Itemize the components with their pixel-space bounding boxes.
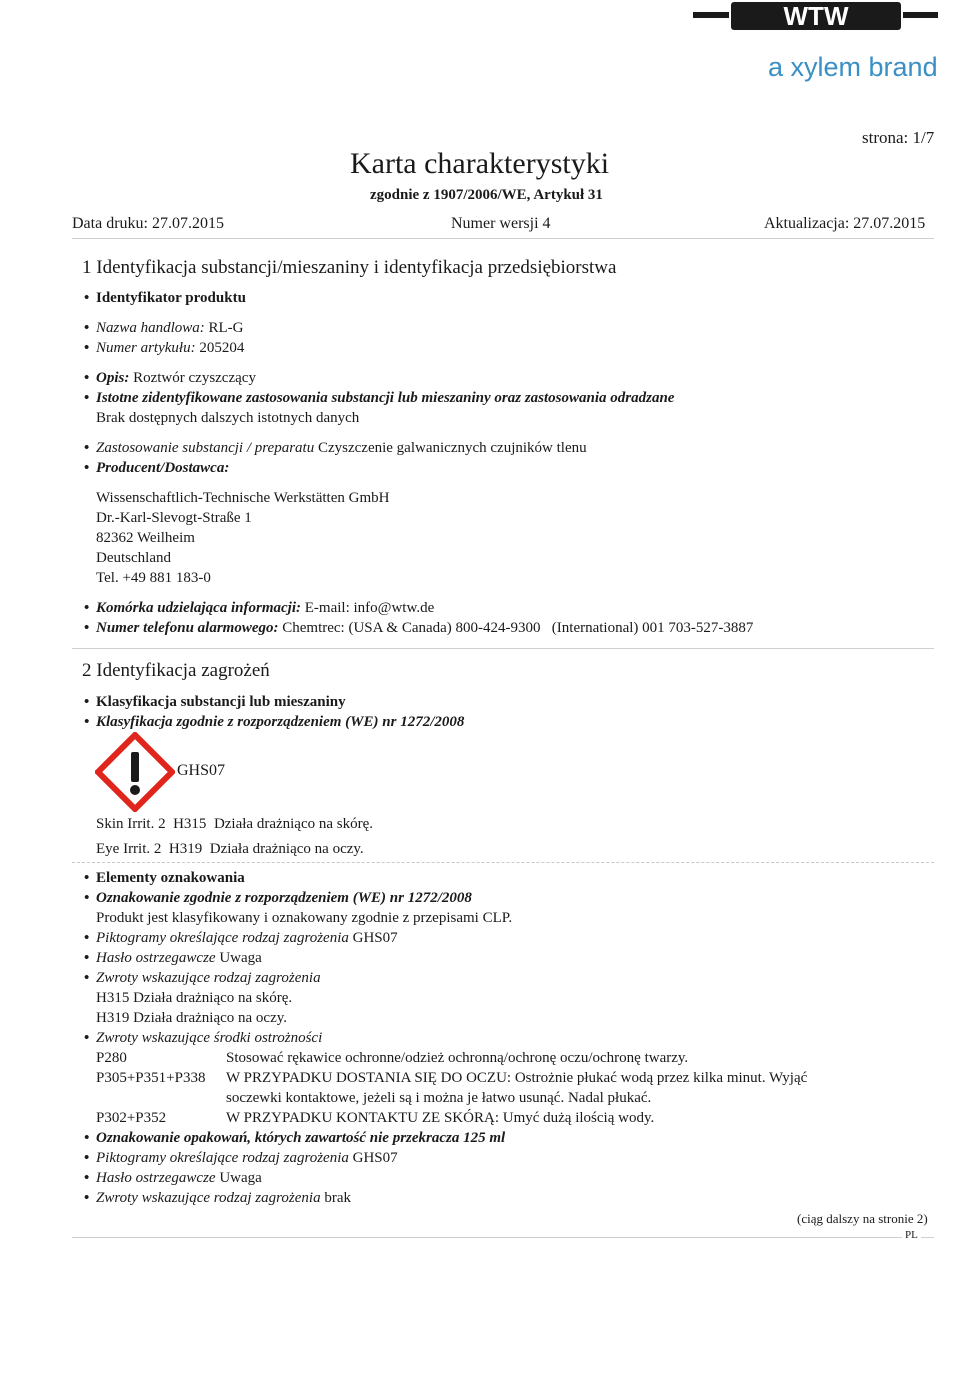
hazard-row: [96, 841, 364, 858]
application-label: Zastosowanie substancji / preparatu: [96, 440, 315, 456]
trade-name-label: Nazwa handlowa:: [96, 320, 205, 336]
document-title: Karta charakterystyki: [350, 147, 610, 180]
producer-line: 82362 Weilheim: [96, 530, 195, 546]
hazard-statement: H315 Działa drażniąco na skórę.: [96, 990, 293, 1006]
ghs07-code: GHS07: [177, 762, 226, 779]
small-pictograms-label: Piktogramy określające rodzaj zagrożenia: [96, 1150, 349, 1166]
labelling-note: Produkt jest klasyfikowany i oznakowany zgodnie z przepisami CLP.: [96, 910, 513, 926]
precaution-text-continued: soczewki kontaktowe, jeżeli są i można je łatwo usunąć. Nadal płukać.: [226, 1090, 652, 1106]
small-hazard-row: [84, 1190, 351, 1207]
emergency-phone-row: [84, 620, 753, 637]
section-2-heading: 2 Identyfikacja zagrożeń: [82, 660, 270, 681]
signal-word-value: Uwaga: [219, 950, 262, 966]
emergency-phone-value: Chemtrec: (USA & Canada) 800-424-9300 (International) 001 703-527-3887: [282, 620, 754, 636]
emergency-phone-label: Numer telefonu alarmowego:: [96, 620, 279, 636]
precaution-text: Stosować rękawice ochronne/odzież ochronną/ochronę oczu/ochronę twarzy.: [226, 1050, 689, 1066]
hazard-divider: [72, 862, 934, 863]
label-elements-label: Elementy oznakowania: [96, 870, 245, 886]
product-identifier-text: Identyfikator produktu: [96, 290, 246, 306]
hazard-statement: H319 Działa drażniąco na oczy.: [96, 1010, 288, 1026]
hazard-text: Działa drażniąco na skórę.: [213, 816, 374, 832]
application-value: Czyszczenie galwanicznych czujników tlenu: [317, 440, 587, 456]
article-number-value: 205204: [199, 340, 245, 356]
version-number: Numer wersji 4: [451, 215, 551, 232]
hazard-row: [96, 816, 373, 833]
description-value: Roztwór czyszczący: [133, 370, 256, 386]
wtw-logo: [693, 2, 938, 50]
precaution-text: W PRZYPADKU DOSTANIA SIĘ DO OCZU: Ostrożnie płukać wodą przez kilka minut. Wyjąć: [226, 1070, 808, 1086]
producer-label: Producent/Dostawca:: [96, 460, 230, 476]
hazard-code: H319: [168, 841, 203, 857]
producer-line: Wissenschaftlich-Technische Werkstätten GmbH: [96, 490, 390, 506]
precautions-row: [84, 1030, 322, 1047]
signal-word-label: Hasło ostrzegawcze: [96, 950, 216, 966]
product-identifier-label: [84, 290, 246, 307]
small-signal-value: Uwaga: [219, 1170, 262, 1186]
wtw-logo-mark: [693, 2, 938, 50]
small-pack-label: Oznakowanie opakowań, których zawartość nie przekracza 125 ml: [96, 1130, 506, 1146]
identified-uses-value: Brak dostępnych dalszych istotnych danych: [96, 410, 360, 426]
update-date: Aktualizacja: 27.07.2015: [764, 215, 926, 232]
print-date: Data druku: 27.07.2015: [72, 215, 224, 232]
language-code: PL: [902, 1229, 921, 1241]
document-subtitle: zgodnie z 1907/2006/WE, Artykuł 31: [370, 187, 603, 203]
page-number: strona: 1/7: [862, 128, 935, 147]
info-contact-label: Komórka udzielająca informacji:: [96, 600, 302, 616]
identified-uses-label: Istotne zidentyfikowane zastosowania substancji lub mieszaniny oraz zastosowania odradzane: [96, 390, 675, 406]
small-pack-row: [84, 1130, 505, 1147]
classification-reg-row: [84, 714, 464, 731]
section-1-heading: 1 Identyfikacja substancji/mieszaniny i identyfikacja przedsiębiorstwa: [82, 257, 617, 278]
hazard-class: Skin Irrit. 2: [96, 816, 166, 832]
trade-name-row: [84, 320, 244, 337]
producer-phone: Tel. +49 881 183-0: [96, 570, 211, 586]
hazard-class: Eye Irrit. 2: [96, 841, 162, 857]
pictograms-label: Piktogramy określające rodzaj zagrożenia: [96, 930, 349, 946]
small-hazard-label: Zwroty wskazujące rodzaj zagrożenia: [96, 1190, 321, 1206]
description-label: Opis:: [96, 370, 130, 386]
precaution-text: W PRZYPADKU KONTAKTU ZE SKÓRĄ: Umyć dużą ilością wody.: [226, 1110, 655, 1126]
ghs07-exclamation-icon: [95, 732, 175, 812]
producer-row: [84, 460, 229, 477]
precaution-code: P280: [96, 1050, 127, 1066]
hazard-statements-label: Zwroty wskazujące rodzaj zagrożenia: [96, 970, 321, 986]
hazard-statements-row: [84, 970, 321, 987]
application-row: [84, 440, 587, 457]
article-number-label: Numer artykułu:: [96, 340, 196, 356]
footer-divider: [72, 1237, 934, 1238]
trade-name-value: RL-G: [208, 320, 244, 336]
small-signal-row: [84, 1170, 262, 1187]
brand-tagline: a xylem brand: [768, 52, 938, 82]
article-number-row: [84, 340, 244, 357]
small-hazard-value: brak: [324, 1190, 351, 1206]
info-contact-row: [84, 600, 434, 617]
classification-reg-label: Klasyfikacja zgodnie z rozporządzeniem (WE) nr 1272/2008: [96, 714, 465, 730]
small-pictograms-row: [84, 1150, 398, 1167]
small-signal-label: Hasło ostrzegawcze: [96, 1170, 216, 1186]
pictograms-row: [84, 930, 398, 947]
labelling-reg-label: Oznakowanie zgodnie z rozporządzeniem (WE) nr 1272/2008: [96, 890, 472, 906]
description-row: [84, 370, 256, 387]
signal-word-row: [84, 950, 262, 967]
identified-uses-row: [84, 390, 674, 407]
pictograms-value: GHS07: [352, 930, 398, 946]
hazard-text: Działa drażniąco na oczy.: [209, 841, 364, 857]
info-contact-value[interactable]: E-mail: info@wtw.de: [304, 600, 435, 616]
section-1-divider: [72, 648, 934, 649]
classification-row: [84, 694, 346, 711]
producer-line: Deutschland: [96, 550, 171, 566]
producer-line: Dr.-Karl-Slevogt-Straße 1: [96, 510, 252, 526]
continued-note: (ciąg dalszy na stronie 2): [797, 1211, 928, 1226]
precaution-code: P305+P351+P338: [96, 1070, 206, 1086]
labelling-reg-row: [84, 890, 472, 907]
precautions-label: Zwroty wskazujące środki ostrożności: [96, 1030, 323, 1046]
logo-text: WTW: [783, 2, 849, 31]
precaution-code: P302+P352: [96, 1110, 167, 1126]
classification-label: Klasyfikacja substancji lub mieszaniny: [96, 694, 346, 710]
hazard-code: H315: [173, 816, 207, 832]
label-elements-row: [84, 870, 245, 887]
header-divider: [72, 238, 934, 239]
small-pictograms-value: GHS07: [352, 1150, 398, 1166]
